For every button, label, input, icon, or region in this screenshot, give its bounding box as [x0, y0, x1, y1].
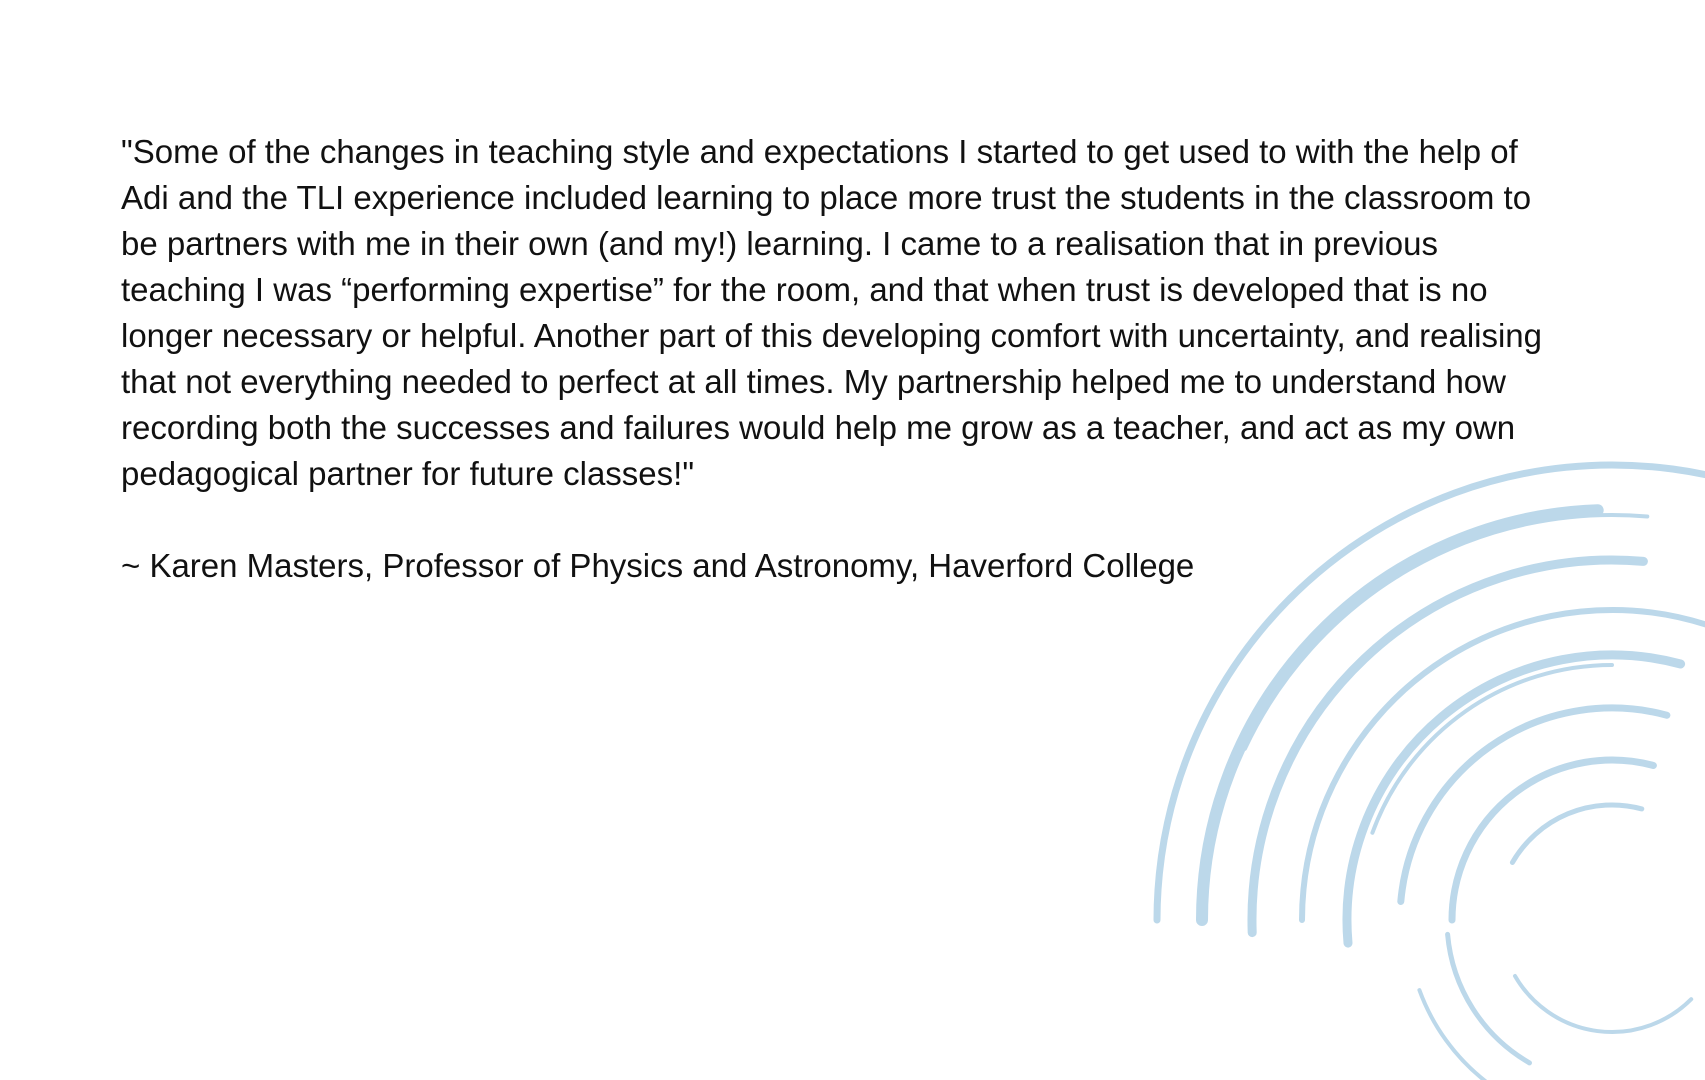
- swirl-arc: [1347, 655, 1681, 943]
- quote-line: recording both the successes and failures would help me grow as a teacher, and act as my own: [121, 409, 1516, 446]
- swirl-arc: [1372, 665, 1612, 833]
- swirl-arc: [1252, 560, 1643, 933]
- swirl-arc: [1515, 976, 1691, 1032]
- testimonial: [121, 129, 1601, 589]
- quote-line: be partners with me in their own (and my!) learning. I came to a realisation that in previous: [121, 225, 1438, 262]
- swirl-arc: [1512, 805, 1641, 863]
- testimonial-quote: [121, 129, 1601, 497]
- quote-line: that not everything needed to perfect at all times. My partnership helped me to understand how: [121, 363, 1506, 400]
- quote-line: "Some of the changes in teaching style and expectations I started to get used to with the help of: [121, 133, 1518, 170]
- swirl-arc: [1401, 708, 1667, 902]
- swirl-arc: [1302, 610, 1705, 920]
- swirl-arc: [1448, 934, 1530, 1063]
- quote-line: longer necessary or helpful. Another part of this developing comfort with uncertainty, and realising: [121, 317, 1543, 354]
- swirl-arc: [1452, 760, 1653, 920]
- testimonial-attribution: ~ Karen Masters, Professor of Physics and Astronomy, Haverford College: [121, 547, 1195, 584]
- swirl-arc: [1419, 990, 1594, 1080]
- quote-line: pedagogical partner for future classes!": [121, 455, 695, 492]
- quote-line: teaching I was “performing expertise” for the room, and that when trust is developed that is no: [121, 271, 1488, 308]
- quote-line: Adi and the TLI experience included learning to place more trust the students in the classroom to: [121, 179, 1532, 216]
